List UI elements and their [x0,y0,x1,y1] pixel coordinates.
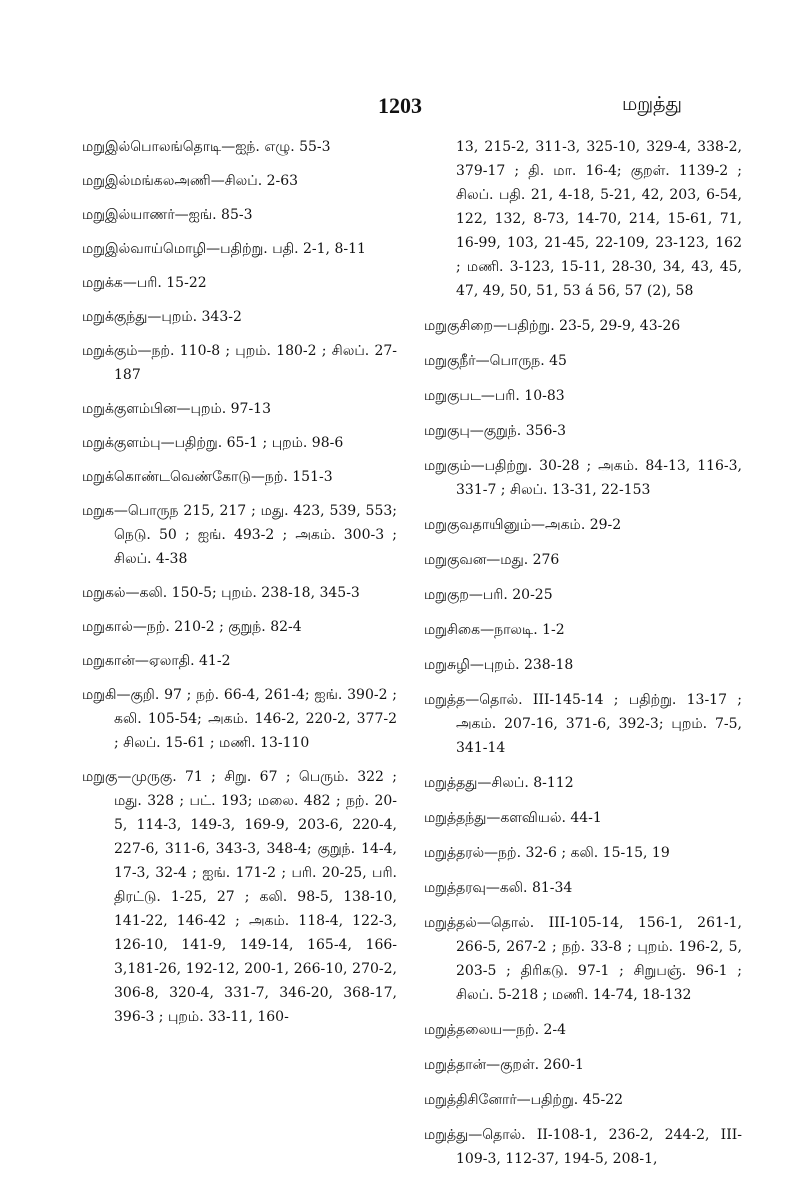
index-entry: மறுத்தலைய—நற். 2-4 [424,1022,567,1038]
running-head: மறுத்து [622,93,683,115]
index-entry: மறுகுபு—குறுந். 356-3 [424,423,567,439]
index-entry: மறுத்த—தொல். III-145-14 ; பதிற்று. 13-17 ; அகம். 207-16, 371-6, 392-3; புறம். 7-5, 341-14 [424,692,742,756]
left-column [82,135,397,1039]
index-entry: மறுகு—முருகு. 71 ; சிறு. 67 ; பெரும். 322 ; மது. 328 ; பட். 193; மலை. 482 ; நற். 20-5, 114-3, 149-3, 169-9, 203-6, 220-4, 227-6, 311-6, 343-3, 348-4; குறுந். 14-4, 17-3, 32-4 ; ஐங். 171-2 ; பரி. 20-25, பரி. திரட்டு. 1-25, 27 ; கலி. 98-5, 138-10, 141-22, 146-42 ; அகம். 118-4, 122-3, 126-10, 141-9, 149-14, 165-4, 166-3,181-26, 192-12, 200-1, 266-10, 270-2, 306-8, 320-4, 331-7, 346-20, 368-17, 396-3 ; புறம். 33-11, 160- [82,769,397,1025]
index-entry: மறுஇல்மங்கலஅணி—சிலப். 2-63 [82,173,299,189]
index-entry: மறுகுவன—மது. 276 [424,552,560,568]
index-entry: மறுகுசிறை—பதிற்று. 23-5, 29-9, 43-26 [424,318,681,334]
index-entry: மறுத்தது—சிலப். 8-112 [424,775,574,791]
index-entry: மறுகால்—நற். 210-2 ; குறுந். 82-4 [82,619,302,635]
index-entry: மறுக்கொண்டவெண்கோடு—நற். 151-3 [82,469,333,485]
index-entry: மறுகுபட—பரி. 10-83 [424,388,565,404]
index-entry: மறுகும்—பதிற்று. 30-28 ; அகம். 84-13, 116-3, 331-7 ; சிலப். 13-31, 22-153 [424,458,742,498]
index-entry: மறுஇல்பொலங்தொடி—ஐந். எழு. 55-3 [82,139,331,155]
index-entry: மறுகுற—பரி. 20-25 [424,587,553,603]
index-entry: மறுக—பொருந 215, 217 ; மது. 423, 539, 553; நெடு. 50 ; ஐங். 493-2 ; அகம். 300-3 ; சிலப். 4-38 [82,503,397,567]
index-entry: மறுகல்—கலி. 150-5; புறம். 238-18, 345-3 [82,585,360,601]
index-entry: மறுக்க—பரி. 15-22 [82,275,207,291]
index-entry: மறுக்குளம்பின—புறம். 97-13 [82,401,271,417]
index-entry: மறுஇல்வாய்மொழி—பதிற்று. பதி. 2-1, 8-11 [82,241,366,257]
index-entry: மறுத்தான்—குறள். 260-1 [424,1057,584,1073]
index-entry: மறுகான்—ஏலாதி. 41-2 [82,653,231,669]
index-entry: மறுத்தந்து—களவியல். 44-1 [424,810,602,826]
index-entry: மறுகுவதாயினும்—அகம். 29-2 [424,517,622,533]
index-entry-continuation: 13, 215-2, 311-3, 325-10, 329-4, 338-2, 379-17 ; தி. மா. 16-4; குறள். 1139-2 ; சிலப். பதி. 21, 4-18, 5-21, 42, 203, 6-54, 122, 132, 8-73, 14-70, 214, 15-61, 71, 16-99, 103, 21-45, 22-109, 23-123, 162 ; மணி. 3-123, 15-11, 28-30, 34, 43, 45, 47, 49, 50, 51, 53 á 56, 57 (2), 58 [456,139,742,299]
index-entry: மறுஇல்யாணர்—ஐங். 85-3 [82,207,253,223]
index-entry: மறுத்தல்—தொல். III-105-14, 156-1, 261-1, 266-5, 267-2 ; நற். 33-8 ; புறம். 196-2, 5, 203-5 ; திரிகடு. 97-1 ; சிறுபஞ். 96-1 ; சிலப். 5-218 ; மணி. 14-74, 18-132 [424,915,742,1003]
index-entry: மறுத்திசினோர்—பதிற்று. 45-22 [424,1092,624,1108]
index-entry: மறுத்து—தொல். II-108-1, 236-2, 244-2, III-109-3, 112-37, 194-5, 208-1, [424,1127,742,1167]
index-entry: மறுக்குந்து—புறம். 343-2 [82,309,242,325]
index-entry: மறுசுழி—புறம். 238-18 [424,657,574,673]
right-column [424,135,742,1182]
index-entry: மறுகி—குறி. 97 ; நற். 66-4, 261-4; ஐங். 390-2 ; கலி. 105-54; அகம். 146-2, 220-2, 377-2 ; சிலப். 15-61 ; மணி. 13-110 [82,687,397,751]
index-entry: மறுக்கும்—நற். 110-8 ; புறம். 180-2 ; சிலப். 27-187 [82,343,397,383]
index-entry: மறுத்தரல்—நற். 32-6 ; கலி. 15-15, 19 [424,845,670,861]
index-entry: மறுசிகை—நாலடி. 1-2 [424,622,565,638]
index-entry: மறுத்தரவு—கலி. 81-34 [424,880,573,896]
index-entry: மறுக்குளம்பு—பதிற்று. 65-1 ; புறம். 98-6 [82,435,344,451]
page-number: 1203 [378,93,422,118]
index-entry: மறுகுநீர்—பொருந. 45 [424,353,567,369]
